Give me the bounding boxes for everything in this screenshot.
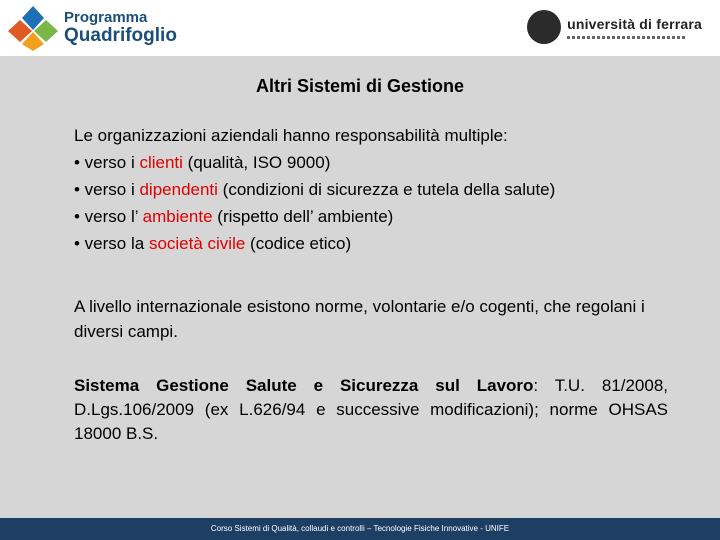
bullet-prefix: • verso l’ <box>74 207 143 226</box>
bullet-suffix: (rispetto dell’ ambiente) <box>212 207 394 226</box>
unife-logo <box>527 10 702 44</box>
paragraph-rest: : T.U. 81/2008, D.Lgs.106/2009 (ex L.626/94 e successive modificazioni); norme OHSAS 18000 B.S. <box>74 376 668 443</box>
bullet-suffix: (qualità, ISO 9000) <box>182 153 331 172</box>
bullet-highlight: clienti <box>139 153 183 172</box>
paragraph-sgssl <box>74 374 668 446</box>
unife-name: università di ferrara <box>567 15 702 32</box>
intro-block <box>74 122 668 257</box>
bullet-prefix: • verso i <box>74 180 140 199</box>
logo-line1: Programma <box>64 9 148 27</box>
logo-line2: Quadrifoglio <box>64 24 177 46</box>
unife-wordmark <box>567 16 702 39</box>
logo-wordmark <box>64 10 177 46</box>
slide-title: Altri Sistemi di Gestione <box>255 76 465 96</box>
bullet-highlight: ambiente <box>142 207 213 226</box>
bullet-item <box>74 176 668 203</box>
programma-quadrifoglio-logo <box>6 4 177 52</box>
footer: Corso Sistemi di Qualità, collaudi e controlli – Tecnologie Fisiche Innovative - UNIFE <box>0 518 720 540</box>
paragraph-norms: A livello internazionale esistono norme, volontarie e/o cogenti, che regolani i diversi campi. <box>74 297 645 341</box>
bullet-item <box>74 149 668 176</box>
paragraph-bold-lead: Sistema Gestione Salute e Sicurezza sul Lavoro <box>74 376 534 395</box>
bullet-highlight: dipendenti <box>139 180 218 199</box>
intro-line: Le organizzazioni aziendali hanno responsabilità multiple: <box>74 126 508 145</box>
bullet-item <box>74 203 668 230</box>
bullet-suffix: (codice etico) <box>245 234 352 253</box>
unife-seal-icon <box>527 10 561 44</box>
bullet-prefix: • verso la <box>74 234 149 253</box>
bullet-item <box>74 230 668 257</box>
bullet-suffix: (condizioni di sicurezza e tutela della salute) <box>217 180 556 199</box>
quadrifoglio-logo-icon <box>6 4 60 52</box>
bullet-highlight: società civile <box>148 234 246 253</box>
unife-subline <box>567 36 685 39</box>
slide-content <box>0 56 720 518</box>
header <box>0 0 720 56</box>
bullet-prefix: • verso i <box>74 153 140 172</box>
